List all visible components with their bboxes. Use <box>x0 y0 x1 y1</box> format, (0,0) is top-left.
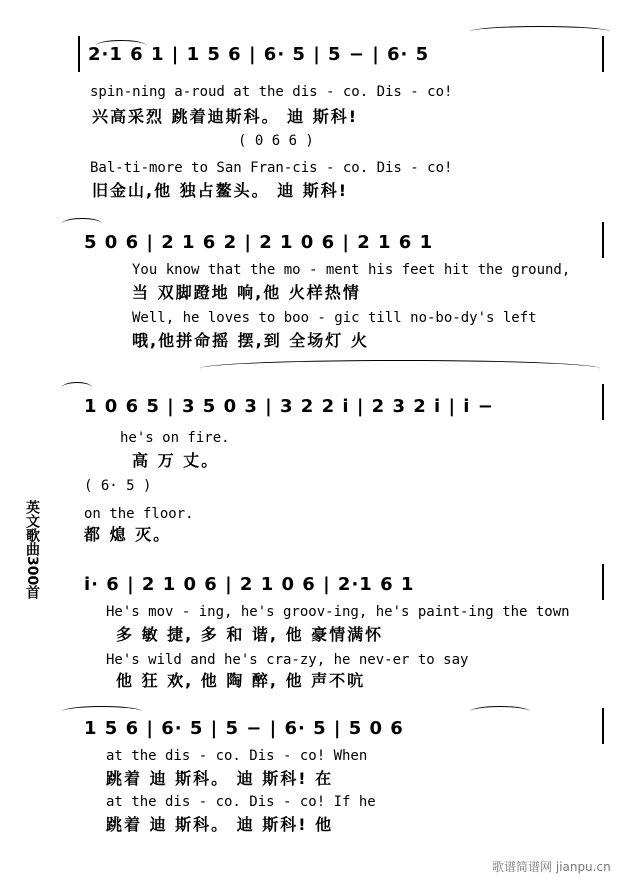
notes-line: 1 5 6 | 6· 5 | 5 − | 6· 5 | 5 0 6 <box>84 718 404 739</box>
lyric-zh: 都 熄 灭。 <box>84 525 172 544</box>
lyric-en: he's on fire. <box>120 430 230 446</box>
lyric-en: spin-ning a-roud at the dis - co. Dis - co! <box>90 84 453 100</box>
barline <box>602 222 604 258</box>
lyric-zh: 哦,他拼命摇 摆,到 全场灯 火 <box>132 331 369 350</box>
notes-line: 1 0 6 5 | 3 5 0 3 | 3 2 2 i | 2 3 2 i | i − <box>84 396 494 417</box>
lyric-en: at the dis - co. Dis - co! If he <box>106 794 376 810</box>
notes-line: i· 6 | 2 1 0 6 | 2 1 0 6 | 2·1 6 1 <box>84 574 415 595</box>
barline <box>602 564 604 600</box>
barline <box>78 36 80 72</box>
tie-slur <box>62 706 142 717</box>
barline <box>602 384 604 420</box>
lyric-en: on the floor. <box>84 506 194 522</box>
lyric-en: Bal-ti-more to San Fran-cis - co. Dis - co! <box>90 160 453 176</box>
lyric-zh: 旧金山,他 独占鳌头。 迪 斯科! <box>92 181 349 200</box>
lyric-zh: 跳着 迪 斯科。 迪 斯科! 他 <box>106 815 334 834</box>
tie-slur <box>470 706 530 717</box>
tie-slur <box>62 218 102 229</box>
lyric-zh: 他 狂 欢, 他 陶 醉, 他 声不吭 <box>116 671 366 690</box>
lyric-en: at the dis - co. Dis - co! When <box>106 748 368 764</box>
side-book-label: 英文歌曲300首 <box>24 500 40 600</box>
tie-slur <box>470 26 610 37</box>
lyric-zh: 多 敏 捷, 多 和 谐, 他 豪情满怀 <box>116 625 384 644</box>
lyric-en: He's mov - ing, he's groov-ing, he's paint-ing the town <box>106 604 570 620</box>
pickup-notes: ( 0 6 6 ) <box>238 133 314 149</box>
lyric-en: Well, he loves to boo - gic till no-bo-dy's left <box>132 310 537 326</box>
lyric-zh: 跳着 迪 斯科。 迪 斯科! 在 <box>106 769 334 788</box>
pickup-notes: ( 6· 5 ) <box>84 478 152 494</box>
watermark: 歌谱简谱网 jianpu.cn <box>492 860 611 874</box>
notes-line: 2·1 6 1 | 1 5 6 | 6· 5 | 5 − | 6· 5 <box>88 44 430 65</box>
tie-slur <box>62 382 92 393</box>
lyric-en: You know that the mo - ment his feet hit the ground, <box>132 262 571 278</box>
barline <box>602 708 604 744</box>
notes-line: 5 0 6 | 2 1 6 2 | 2 1 0 6 | 2 1 6 1 <box>84 232 434 253</box>
lyric-zh: 当 双脚蹬地 响,他 火样热情 <box>132 283 361 302</box>
barline <box>602 36 604 72</box>
tie-slur <box>200 360 600 377</box>
lyric-zh: 高 万 丈。 <box>132 451 220 470</box>
lyric-zh: 兴高采烈 跳着迪斯科。 迪 斯科! <box>92 107 359 126</box>
lyric-en: He's wild and he's cra-zy, he nev-er to say <box>106 652 469 668</box>
